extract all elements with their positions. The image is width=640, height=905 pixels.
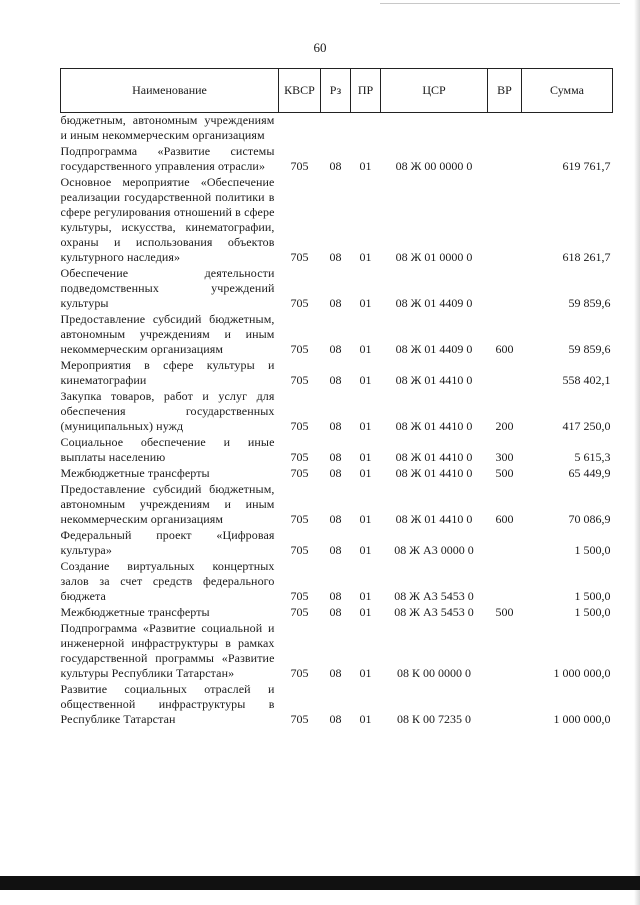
row-kvsr: 705 — [290, 373, 309, 387]
row-vr — [488, 266, 522, 312]
row-rz: 08 — [329, 712, 342, 726]
row-vr: 600 — [495, 342, 514, 356]
row-vr — [488, 621, 522, 682]
row-kvsr: 705 — [290, 666, 309, 680]
table-row — [61, 435, 613, 466]
row-csr: 08 Ж 01 0000 0 — [395, 250, 473, 264]
row-kvsr: 705 — [290, 250, 309, 264]
table-row — [61, 175, 613, 266]
row-rz: 08 — [329, 512, 342, 526]
table-row — [61, 266, 613, 312]
table-row — [61, 312, 613, 358]
header-name: Наименование — [61, 69, 279, 113]
row-pr: 01 — [359, 543, 372, 557]
scan-artifact-line — [380, 3, 620, 4]
table-row — [61, 528, 613, 559]
row-kvsr: 705 — [290, 419, 309, 433]
row-vr — [488, 559, 522, 605]
table-row — [61, 466, 613, 482]
row-sum: 59 859,6 — [568, 342, 611, 356]
row-rz: 08 — [329, 666, 342, 680]
row-rz: 08 — [329, 419, 342, 433]
row-csr: 08 Ж 00 0000 0 — [395, 159, 473, 173]
row-sum: 1 000 000,0 — [553, 712, 611, 726]
row-vr — [488, 528, 522, 559]
row-csr: 08 Ж 01 4409 0 — [395, 296, 473, 310]
row-sum: 1 500,0 — [574, 605, 611, 619]
row-pr — [351, 113, 381, 145]
row-sum: 618 261,7 — [562, 250, 611, 264]
header-kvsr: КВСР — [279, 69, 321, 113]
row-sum: 1 500,0 — [574, 589, 611, 603]
row-pr: 01 — [359, 666, 372, 680]
row-csr: 08 К 00 7235 0 — [396, 712, 471, 726]
row-pr: 01 — [359, 466, 372, 480]
table-row — [61, 113, 613, 145]
row-pr: 01 — [359, 450, 372, 464]
table-row — [61, 682, 613, 728]
table-header — [61, 69, 613, 113]
row-csr: 08 Ж 01 4410 0 — [395, 512, 473, 526]
row-name: бюджетным, автономным учреждениям и иным некоммерческим организациям — [60, 113, 275, 142]
row-csr: 08 Ж 01 4410 0 — [395, 373, 473, 387]
row-name: Закупка товаров, работ и услуг для обеспечения государственных (муниципальных) нужд — [60, 389, 275, 433]
row-rz: 08 — [329, 589, 342, 603]
row-pr: 01 — [359, 712, 372, 726]
row-pr: 01 — [359, 250, 372, 264]
row-csr: 08 Ж А3 0000 0 — [394, 543, 474, 557]
table-row — [61, 559, 613, 605]
row-pr: 01 — [359, 373, 372, 387]
row-vr: 500 — [495, 466, 514, 480]
row-vr — [488, 113, 522, 145]
row-name: Обеспечение деятельности подведомственных учреждений культуры — [60, 266, 275, 310]
row-rz: 08 — [329, 605, 342, 619]
table-row — [61, 389, 613, 435]
header-rz: Рз — [321, 69, 351, 113]
row-name: Развитие социальных отраслей и общественной инфраструктуры в Республике Татарстан — [60, 682, 275, 726]
row-vr — [488, 682, 522, 728]
row-vr: 500 — [495, 605, 514, 619]
row-csr — [381, 113, 488, 145]
row-sum: 1 000 000,0 — [553, 666, 611, 680]
row-kvsr: 705 — [290, 712, 309, 726]
row-csr: 08 К 00 0000 0 — [396, 666, 471, 680]
row-name: Социальное обеспечение и иные выплаты населению — [60, 435, 275, 464]
row-rz: 08 — [329, 296, 342, 310]
row-rz: 08 — [329, 450, 342, 464]
row-sum: 5 615,3 — [574, 450, 611, 464]
row-csr: 08 Ж А3 5453 0 — [394, 605, 474, 619]
row-pr: 01 — [359, 296, 372, 310]
row-rz: 08 — [329, 466, 342, 480]
row-sum — [522, 113, 613, 145]
row-sum: 417 250,0 — [562, 419, 611, 433]
row-name: Создание виртуальных концертных залов за счет средств федерального бюджета — [60, 559, 275, 603]
row-kvsr: 705 — [290, 450, 309, 464]
table-body — [61, 113, 613, 729]
row-sum: 65 449,9 — [568, 466, 611, 480]
row-sum: 1 500,0 — [574, 543, 611, 557]
row-kvsr: 705 — [290, 159, 309, 173]
row-pr: 01 — [359, 342, 372, 356]
scan-edge-shadow — [634, 0, 640, 905]
row-vr: 300 — [495, 450, 514, 464]
header-sum: Сумма — [522, 69, 613, 113]
row-name: Мероприятия в сфере культуры и кинематографии — [60, 358, 275, 387]
row-pr: 01 — [359, 419, 372, 433]
page-number: 60 — [313, 40, 327, 55]
row-kvsr: 705 — [290, 466, 309, 480]
table-row — [61, 358, 613, 389]
row-pr: 01 — [359, 512, 372, 526]
header-pr: ПР — [351, 69, 381, 113]
row-csr: 08 Ж 01 4410 0 — [395, 450, 473, 464]
budget-table — [60, 68, 613, 728]
row-kvsr: 705 — [290, 543, 309, 557]
row-sum: 619 761,7 — [562, 159, 611, 173]
header-vr: ВР — [488, 69, 522, 113]
row-pr: 01 — [359, 589, 372, 603]
row-rz: 08 — [329, 543, 342, 557]
row-vr: 200 — [495, 419, 514, 433]
row-rz: 08 — [329, 159, 342, 173]
row-name: Основное мероприятие «Обеспечение реализации государственной политики в сфере регулирования отношений в сфере культуры, искусства, кинематографии, охраны и использования объектов культурного наследия» — [60, 175, 275, 264]
row-vr: 600 — [495, 512, 514, 526]
row-sum: 70 086,9 — [568, 512, 611, 526]
row-rz — [321, 113, 351, 145]
row-name: Подпрограмма «Развитие социальной и инженерной инфраструктуры в рамках государственной программы «Развитие культуры Республики Татарстан» — [60, 621, 275, 680]
row-name: Предоставление субсидий бюджетным, автономным учреждениям и иным некоммерческим организациям — [60, 482, 275, 526]
row-pr: 01 — [359, 159, 372, 173]
row-kvsr: 705 — [290, 605, 309, 619]
row-name: Предоставление субсидий бюджетным, автономным учреждениям и иным некоммерческим организациям — [60, 312, 275, 356]
row-csr: 08 Ж 01 4409 0 — [395, 342, 473, 356]
row-vr — [488, 358, 522, 389]
row-pr: 01 — [359, 605, 372, 619]
row-kvsr: 705 — [290, 342, 309, 356]
row-vr — [488, 175, 522, 266]
row-sum: 558 402,1 — [562, 373, 611, 387]
scan-bottom-bar — [0, 876, 640, 890]
row-csr: 08 Ж 01 4410 0 — [395, 419, 473, 433]
row-csr: 08 Ж 01 4410 0 — [395, 466, 473, 480]
row-rz: 08 — [329, 250, 342, 264]
row-name: Федеральный проект «Цифровая культура» — [60, 528, 275, 557]
row-rz: 08 — [329, 373, 342, 387]
table-row — [61, 621, 613, 682]
row-name: Межбюджетные трансферты — [60, 466, 210, 480]
row-sum: 59 859,6 — [568, 296, 611, 310]
row-kvsr: 705 — [290, 589, 309, 603]
row-kvsr — [279, 113, 321, 145]
row-name: Подпрограмма «Развитие системы государственного управления отрасли» — [60, 144, 275, 173]
row-vr — [488, 144, 522, 175]
header-csr: ЦСР — [381, 69, 488, 113]
table-row — [61, 144, 613, 175]
row-kvsr: 705 — [290, 296, 309, 310]
table-row — [61, 482, 613, 528]
row-rz: 08 — [329, 342, 342, 356]
table-row — [61, 605, 613, 621]
row-csr: 08 Ж А3 5453 0 — [394, 589, 474, 603]
row-kvsr: 705 — [290, 512, 309, 526]
row-name: Межбюджетные трансферты — [60, 605, 210, 619]
